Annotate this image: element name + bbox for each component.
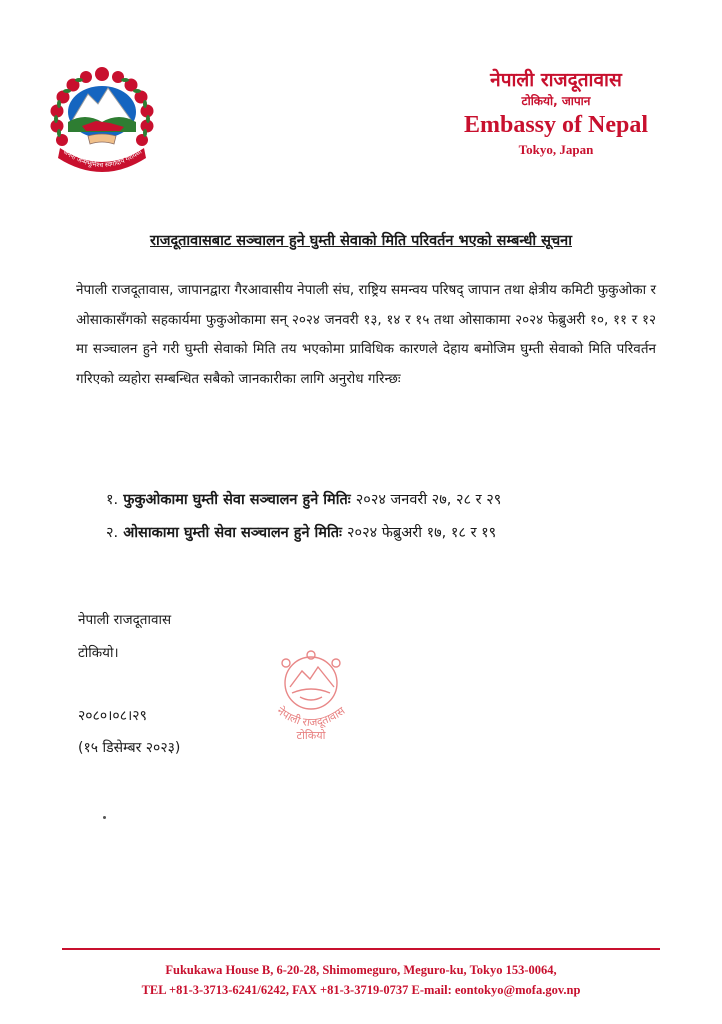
list-item — [106, 517, 666, 550]
city-english: Tokyo, Japan — [518, 142, 594, 157]
footer — [0, 960, 722, 1000]
list-item-text: ओसाकामा घुम्ती सेवा सञ्चालन हुने मितिः — [123, 525, 342, 541]
list-item-text: फुकुओकामा घुम्ती सेवा सञ्चालन हुने मितिः — [123, 492, 351, 508]
official-stamp — [256, 645, 366, 755]
list-item-date: २०२४ जनवरी २७, २८ र २९ — [355, 492, 502, 508]
embassy-name-nepali: नेपाली राजदूतावास — [490, 69, 622, 91]
scan-speck — [103, 816, 106, 819]
signature-block — [78, 604, 171, 670]
list-item-number: २. — [106, 525, 119, 541]
notice-subject: राजदूतावासबाट सञ्चालन हुने घुम्ती सेवाको मिति परिवर्तन भएको सम्बन्धी सूचना — [150, 233, 572, 249]
city-nepali: टोकियो, जापान — [521, 94, 591, 108]
list-item-number: १. — [106, 492, 119, 508]
date-block — [78, 700, 180, 764]
emblem-motto: जननी जन्मभूमिश्च स्वर्गादपि गरीयसी — [61, 147, 144, 170]
footer-contact: TEL +81-3-3713-6241/6242, FAX +81-3-3719-0737 E-mail: eontokyo@mofa.gov.np — [141, 983, 581, 997]
notice-body: नेपाली राजदूतावास, जापानद्वारा गैरआवासीय नेपाली संघ, राष्ट्रिय समन्वय परिषद् जापान तथा क्षेत्रीय कमिटी फुकुओका र ओसाकासँगको सहकार्यमा फुकुओकामा सन् २०२४ जनवरी १३, १४ र १५ तथा ओसाकामा २०२४ फेब्रुअरी १०, ११ र १२ मा सञ्चालन हुने गरी घुम्ती सेवाको मिति तय भएकोमा प्राविधिक कारणले देहाय बमोजिम घुम्ती सेवाको मिति परिवर्तन गरिएको व्यहोरा सम्बन्धित सबैको जानकारीका लागि अनुरोध गरिन्छः — [76, 282, 656, 387]
letterhead — [426, 68, 686, 160]
signature-line-1: नेपाली राजदूतावास — [78, 612, 172, 628]
footer-address: Fukukawa House B, 6-20-28, Shimomeguro, Meguro-ku, Tokyo 153-0064, — [165, 963, 557, 977]
list-item — [106, 484, 666, 517]
date-gregorian: (१५ डिसेम्बर २०२३) — [78, 740, 181, 756]
svg-text:नेपाली राजदूतावास — [275, 704, 348, 729]
signature-line-2: टोकियो। — [78, 645, 119, 661]
date-nepali: २०८०।०८।२९ — [78, 708, 147, 724]
stamp-city: टोकियो — [296, 729, 326, 742]
schedule-list — [106, 484, 666, 550]
footer-divider — [62, 948, 660, 950]
coat-of-arms-emblem — [40, 60, 165, 180]
embassy-name-english: Embassy of Nepal — [463, 112, 649, 138]
list-item-date: २०२४ फेब्रुअरी १७, १८ र १९ — [346, 525, 497, 541]
stamp-text: नेपाली राजदूतावास — [274, 704, 348, 730]
